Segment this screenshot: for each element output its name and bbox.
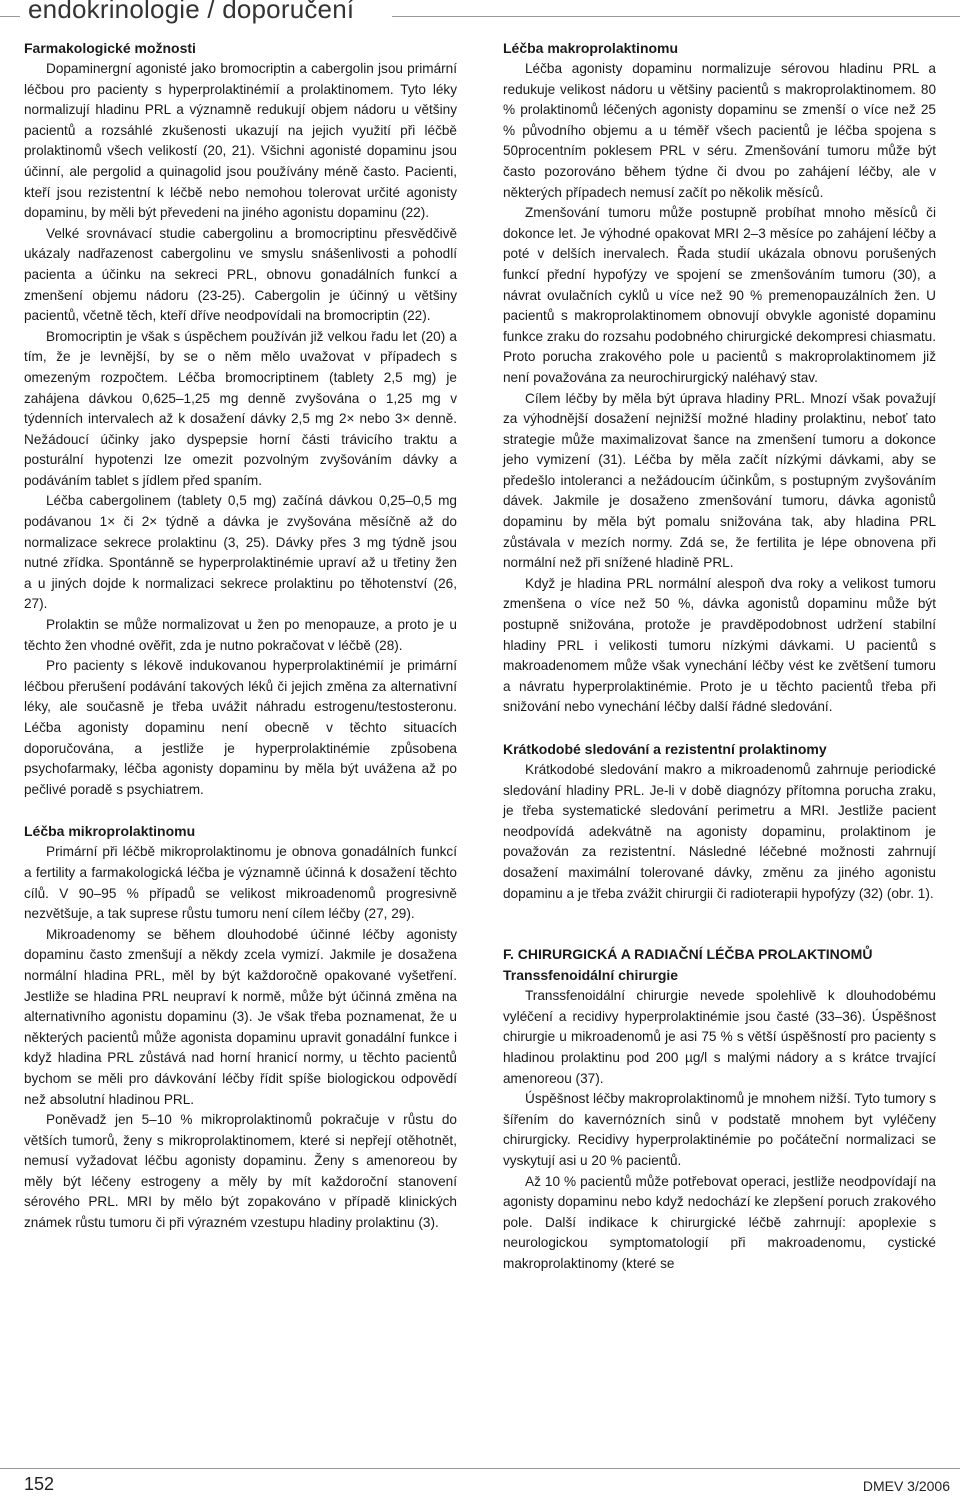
paragraph: Až 10 % pacientů může potřebovat operaci, jestliže neodpovídají na agonisty dopaminu nebo když nedochází ke zlepšení poruch zrakového pole. Další indikace k chirurgické léčbě zahrnují: apoplexie s neurologickou symptomatologií při makroadenomu, cystické makroprolaktinomy (které se <box>503 1173 936 1271</box>
paragraph: Transsfenoidální chirurgie nevede spolehlivě k dlouhodobému vyléčení a recidivy hyperprolaktinémie jsou časté (33–36). Úspěšnost chirurgie u mikroadenomů je asi 75 % s větší úspěšností pro pacienty s hladinou prolaktinu pod 200 µg/l s malými nádory a s krátce trvající amenoreou (37). <box>503 988 936 1086</box>
right-column <box>503 38 936 1274</box>
paragraph: Poněvadž jen 5–10 % mikroprolaktinomů pokračuje v růstu do větších tumorů, ženy s mikroprolaktinomem, které si nepřejí otěhotnět, nemusí vyžadovat léčbu agonisty dopaminu. Ženy s amenoreou by měly být léčeny estrogeny a měly by mít každoroční stanovení sérového PRL. MRI by mělo být zopakováno v případě klinických známek růstu tumoru či při výrazném vzestupu hladiny prolaktinu (3). <box>24 1112 457 1231</box>
heading-short-term-followup: Krátkodobé sledování a rezistentní prolaktinomy <box>503 741 827 757</box>
paragraph: Léčba cabergolinem (tablety 0,5 mg) začíná dávkou 0,25–0,5 mg podávanou 1× či 2× týdně a dávka je zvyšována měsíčně až do normalizace sekrece prolaktinu (3, 25). Dávky přes 3 mg týdně jsou nutné zřídka. Spontánně se hyperprolaktinémie upraví až u třetiny žen a u jiných dojde k normalizaci sekrece prolaktinu po těhotenství (26, 27). <box>24 493 457 612</box>
page-number: 152 <box>24 1474 55 1494</box>
paragraph: Léčba agonisty dopaminu normalizuje sérovou hladinu PRL a redukuje velikost nádoru u většiny pacientů s makroprolaktinomem. 80 % prolaktinomů léčených agonisty dopaminu se zmenší o více než 25 % původního objemu a u téměř všech pacientů je léčba spojena s 50procentním poklesem PRL v séru. Zmenšování tumoru může být často pozorováno během týdne či dvou po zahájení léčby, ale v některých případech nemusí začít po několik měsíců. <box>503 61 936 200</box>
spacer <box>503 904 936 944</box>
section-header: endokrinologie / doporučení <box>28 0 355 24</box>
paragraph: Mikroadenomy se během dlouhodobé účinné léčby agonisty dopaminu často zmenšují a někdy zcela vymizí. Jakmile je dosažena normální hladina PRL, měl by být každoročně opakované vyšetření. Jestliže se hladina PRL neupraví k normě, může být účinná změna na alternativního agonistu dopaminu (3). Je však třeba poznamenat, že u některých pacientů může agonista dopaminu upravit gonadální funkce i když hladina PRL zůstává nad horní hranicí normy, u těchto pacientů bychom se měli pro dávkování léčby řídit spíše biologickou odpovědí než absolutní hladinou PRL. <box>24 926 457 1107</box>
paragraph: Prolaktin se může normalizovat u žen po menopauze, a proto je u těchto žen vhodné ověřit, zda je nutno pokračovat v léčbě (28). <box>24 617 457 653</box>
paragraph: Zmenšování tumoru může postupně probíhat mnoho měsíců či dokonce let. Je výhodné opakovat MRI 2–3 měsíce po zahájení léčby a poté v delších inervalech. Řada studií ukázala obnovu porušených funkcí přední hypofýzy ve spojení se zmenšováním tumoru (30), a návrat ovulačních cyklů u více než 90 % premenopauzálních žen. U pacientů s makroprolaktinomem obnovují obvykle agonisté dopaminu funkce zraku do rozsahu podobného chirurgické dekompresi chiasmatu. Proto porucha zrakového pole u pacientů s makroprolaktinomem již není považována za neurochirurgický naléhavý stav. <box>503 205 936 385</box>
paragraph: Dopaminergní agonisté jako bromocriptin a cabergolin jsou primární léčbou pro pacienty s hyperprolaktinémií a prolaktinomem. Tyto léky normalizují hladinu PRL a významně redukují objem nádoru u většiny pacientů a rozsáhlé zkušenosti ukazují na jejich využití při léčbě prolaktinomů všech velikostí (20, 21). Všichni agonisté dopaminu jsou účinní, ale pergolid a quinagolid jsou používány méně často. Pacienti, kteří jsou rezistentní k léčbě nebo nemohou tolerovat určité agonisty dopaminu, by měli být převedeni na jiného agonistu dopaminu (22). <box>24 61 457 221</box>
heading-macroprolactinoma: Léčba makroprolaktinomu <box>503 40 679 56</box>
heading-section-f: F. CHIRURGICKÁ A RADIAČNÍ LÉČBA PROLAKTINOMŮ <box>503 946 873 963</box>
heading-transsphenoidal: Transsfenoidální chirurgie <box>503 967 679 984</box>
journal-issue: DMEV 3/2006 <box>862 1478 950 1494</box>
paragraph: Když je hladina PRL normální alespoň dva roky a velikost tumoru zmenšena o více než 50 %, dávka agonistů dopaminu může být postupně snižována, protože je pravděpodobnost udržení stabilní hladiny PRL i velikosti tumoru nízkými dávkami. U pacientů s makroadenomem může však vynechání léčby vést ke zvětšení tumoru a návratu hyperprolaktinémie. Proto je u těchto pacientů třeba při snižování nebo vynechání léčby další řádné sledování. <box>503 575 936 715</box>
footer-rule <box>0 1468 960 1469</box>
paragraph: Krátkodobé sledování makro a mikroadenomů zahrnuje periodické sledování hladiny PRL. Je-li v době diagnózy přítomna porucha zraku, je třeba systematické sledování perimetru a MRI. Jestliže pacient neodpovídá adekvátně na agonisty dopaminu, prolaktinom je považován za rezistentní. Následné léčebné možnosti zahrnují dosažení maximální tolerované dávky, změnu za jiného agonistu dopaminu a je třeba zvážit chirurgii či radioterapii hypofýzy (32) (obr. 1). <box>503 762 936 901</box>
header-rule-right <box>392 16 960 17</box>
paragraph: Primární při léčbě mikroprolaktinomu je obnova gonadálních funkcí a fertility a farmakologická léčba je významně účinná k dosažení těchto cílů. V 90–95 % případů se velikost mikroadenomů progresivně nezvětšuje, a tak suprese růstu tumoru není cílem léčby (27, 29). <box>24 844 457 922</box>
paragraph: Pro pacienty s lékově indukovanou hyperprolaktinémií je primární léčbou přerušení podávání takových léků či jejich změna za alternativní léky, ale současně je třeba uvážit náhradu estrogenu/testosteronu. Léčba agonisty dopaminu není obecně v těchto situacích doporučována, a jestliže je hyperprolaktinémie způsobena psychofarmaky, léčba agonisty dopaminu by měla být uvážena až po pečlivé poradě s psychiatrem. <box>24 658 457 797</box>
heading-microprolactinoma: Léčba mikroprolaktinomu <box>24 823 196 840</box>
paragraph: Bromocriptin je však s úspěchem používán již velkou řadu let (20) a tím, že je levnější, by se o něm mělo uvažovat v případech s omezeným rozpočtem. Léčba bromocriptinem (tablety 2,5 mg) je zahájena dávkou 0,625–1,25 mg denně zvyšována o 1,25 mg v týdenních intervalech až k dosažení dávky 2,5 mg 2× nebo 3× denně. Nežádoucí účinky jako dyspepsie horní části trávicího traktu a posturální hypotenzi lze omezit pozvolným zvyšováním dávky a podáváním tablet s jídlem před spaním. <box>24 328 457 488</box>
spacer <box>503 718 936 739</box>
paragraph: Velké srovnávací studie cabergolinu a bromocriptinu přesvědčivě ukázaly nadřazenost cabergolinu ve smyslu snášenlivosti a pohodlí pacienta a účinku na sekreci PRL, obnovu gonadálních funkcí a zmenšení objemu nádoru (23-25). Cabergolin je účinný u většiny pacientů, včetně těch, kteří dříve neodpovídali na bromocriptin (22). <box>24 225 457 324</box>
paragraph: Cílem léčby by měla být úprava hladiny PRL. Mnozí však považují za výhodnější dosažení nejnižší možné hladiny prolaktinu, neboť tato strategie může maximalizovat šance na zmenšení tumoru a dokonce jeho vymizení (31). Léčba by měla začít nízkými dávkami, aby se předešlo intoleranci a nežádoucím účinkům, s postupným zvyšováním dávek. Jakmile je dosaženo zmenšování tumoru, dávka agonistů dopaminu by měla být pomalu snižována tak, aby hladina PRL zůstávala v mezích normy. Zdá se, že fertilita je lépe obnovena při normální než při snížené hladině PRL. <box>503 390 936 571</box>
spacer <box>24 800 457 821</box>
heading-pharmacology: Farmakologické možnosti <box>24 40 196 56</box>
left-column <box>24 38 457 1234</box>
header-rule-left <box>0 16 20 17</box>
paragraph: Úspěšnost léčby makroprolaktinomů je mnohem nižší. Tyto tumory s šířením do kavernózních sinů v podstatě mnohem byt vyléčeny chirurgicky. Recidivy hyperprolaktinémie po počáteční normalizaci se vyskytují asi u 20 % pacientů. <box>503 1091 936 1168</box>
